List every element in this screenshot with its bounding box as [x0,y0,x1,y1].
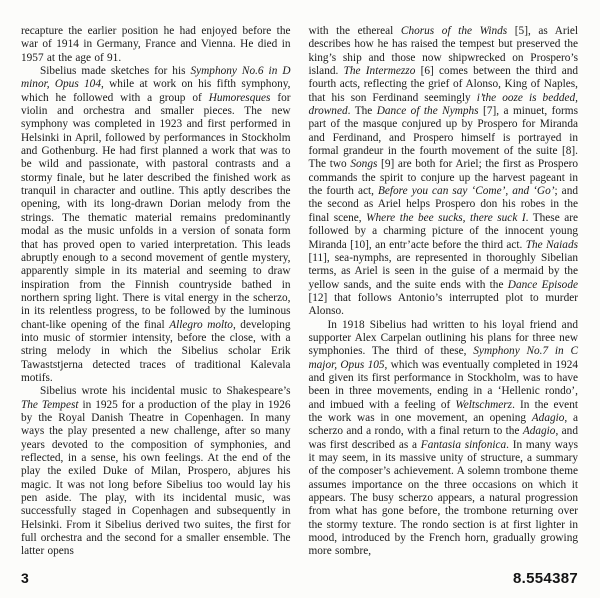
page-number: 3 [21,570,29,586]
paragraph: Sibelius made sketches for his Symphony No.6 in D minor, Opus 104, while at work on his fifth symphony, which he followed with a group of Humoresques for violin and orchestra and smaller pieces. The new symphony was completed in 1923 and first performed in Helsinki in April, followed by performances in Stockholm and Gothenburg. He had first planned a work that was to be wild and passionate, with pastoral contrasts and a stormy finale, but he later described the finished work as tranquil in character and outline. This aptly describes the opening, with its long-drawn Dorian melody from the strings. The thematic material remains predominantly modal as the music unfolds in a version of sonata form that has proved open to varied interpretation. This leads abruptly enough to a second movement of gentle mystery, apparently simple in its material and seeming to draw inspiration from the Finnish countryside bathed in northern spring light. There is vital energy in the scherzo, in its relentless progress, to be followed by the luminous chant-like opening of the final Allegro molto, developing into music of stormier intensity, before the close, with a string melody in which the Sibelius scholar Erik Tawaststjerna detected traces of traditional Kalevala motifs. [21,65,291,384]
text-column-left [21,25,291,559]
paragraph: recapture the earlier position he had enjoyed before the war of 1914 in Germany, France and Vienna. He died in 1957 at the age of 91. [21,25,291,64]
catalog-number: 8.554387 [513,570,578,587]
paragraph: with the ethereal Chorus of the Winds [5], as Ariel describes how he has raised the tempest but preserved the king’s ship and those now shipwrecked on Prospero’s island. The Intermezzo [6] comes between the third and fourth acts, reflecting the grief of Alonso, King of Naples, that his son Ferdinand seemingly i’the ooze is bedded, drowned. The Dance of the Nymphs [7], a minuet, forms part of the masque conjured up by Prospero for Miranda and Ferdinand, and Prospero himself is portrayed in formal grandeur in the fourth movement of the suite [8]. The two Songs [9] are both for Ariel; the first as Prospero commands the spirit to conjure up the harvest pageant in the fourth act, Before you can say ‘Come’, and ‘Go’; and the second as Ariel helps Prospero don his robes in the final scene, Where the bee sucks, there suck I. These are followed by a charming picture of the innocent young Miranda [10], an entr’acte before the third act. The Naiads [11], sea-nymphs, are represented in thoroughly Sibelian terms, as Ariel is seen in the guise of a mermaid by the yellow sands, and the suite ends with the Dance Episode [12] that follows Antonio’s interrupted plot to murder Alonso. [308,25,579,318]
page-footer [21,570,578,587]
paragraph: Sibelius wrote his incidental music to Shakespeare’s The Tempest in 1925 for a production of the play in 1926 by the Royal Danish Theatre in Copenhagen. In many ways the play presented a new challenge, after so many years devoted to the composition of symphonies, and reflected, in a sense, his own feelings. At the end of the play the exiled Duke of Milan, Prospero, abjures his magic. It was not long before Sibelius too would lay his pen aside. The play, with its incidental music, was successfully staged in Copenhagen and subsequently in Helsinki. From it Sibelius derived two suites, the first for full orchestra and the second for a smaller ensemble. The latter opens [21,385,291,558]
text-columns [21,25,578,559]
paragraph: In 1918 Sibelius had written to his loyal friend and supporter Alex Carpelan outlining his plans for three new symphonies. The third of these, Symphony No.7 in C major, Opus 105, which was eventually completed in 1924 and given its first performance in Stockholm, was to have been in three movements, ending in a ‘Hellenic rondo’, and imbued with a feeling of Weltschmerz. In the event the work was in one movement, an opening Adagio, a scherzo and a rondo, with a final return to the Adagio, and was first described as a Fantasia sinfonica. In many ways it may seem, in its massive unity of structure, a summary of the composer’s achievement. A solemn trombone theme assumes importance on the three occasions on which it appears. The busy scherzo appears, a natural progression from what has gone before, the trombone returning over the stormy texture. The rondo section is at first lighter in mood, introduced by the French horn, gradually growing more sombre, [308,318,578,558]
text-column-right [309,25,579,559]
